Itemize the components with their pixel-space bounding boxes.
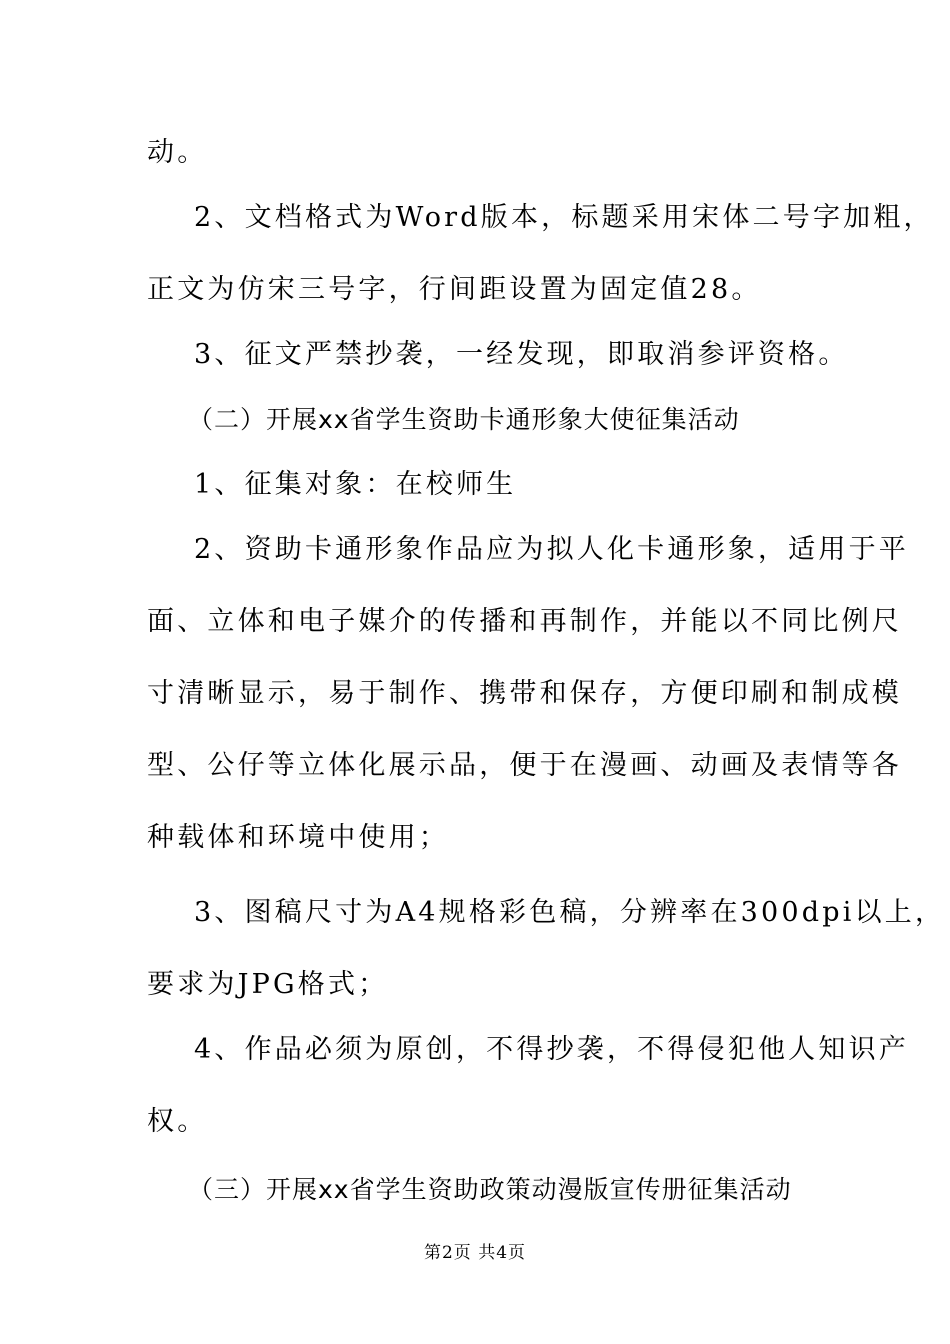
paragraph-line: 正文为仿宋三号字，行间距设置为固定值28。 xyxy=(147,274,762,305)
paragraph-line: 动。 xyxy=(147,137,208,168)
paragraph-line: 型、公仔等立体化展示品，便于在漫画、动画及表情等各 xyxy=(147,750,902,781)
paragraph-line: 4、作品必须为原创，不得抄袭，不得侵犯他人知识产 xyxy=(194,1034,909,1065)
paragraph-line: 2、文档格式为Word版本，标题采用宋体二号字加粗， xyxy=(194,202,934,233)
page-footer: 第2页 共4页 xyxy=(423,1243,527,1263)
paragraph-line: 3、征文严禁抄袭，一经发现，即取消参评资格。 xyxy=(194,339,849,370)
section-heading: （二）开展xx省学生资助卡通形象大使征集活动 xyxy=(188,405,740,434)
paragraph-line: 要求为JPG格式； xyxy=(147,969,389,1000)
paragraph-line: 3、图稿尺寸为A4规格彩色稿，分辨率在300dpi以上， xyxy=(194,897,946,928)
paragraph-line: 种载体和环境中使用； xyxy=(147,822,449,853)
section-heading: （三）开展xx省学生资助政策动漫版宣传册征集活动 xyxy=(188,1175,792,1204)
paragraph-line: 面、立体和电子媒介的传播和再制作，并能以不同比例尺 xyxy=(147,606,902,637)
paragraph-line: 1、征集对象：在校师生 xyxy=(194,469,517,500)
paragraph-line: 权。 xyxy=(147,1106,208,1137)
paragraph-line: 寸清晰显示，易于制作、携带和保存，方便印刷和制成模 xyxy=(147,678,902,709)
paragraph-line: 2、资助卡通形象作品应为拟人化卡通形象，适用于平 xyxy=(194,534,909,565)
